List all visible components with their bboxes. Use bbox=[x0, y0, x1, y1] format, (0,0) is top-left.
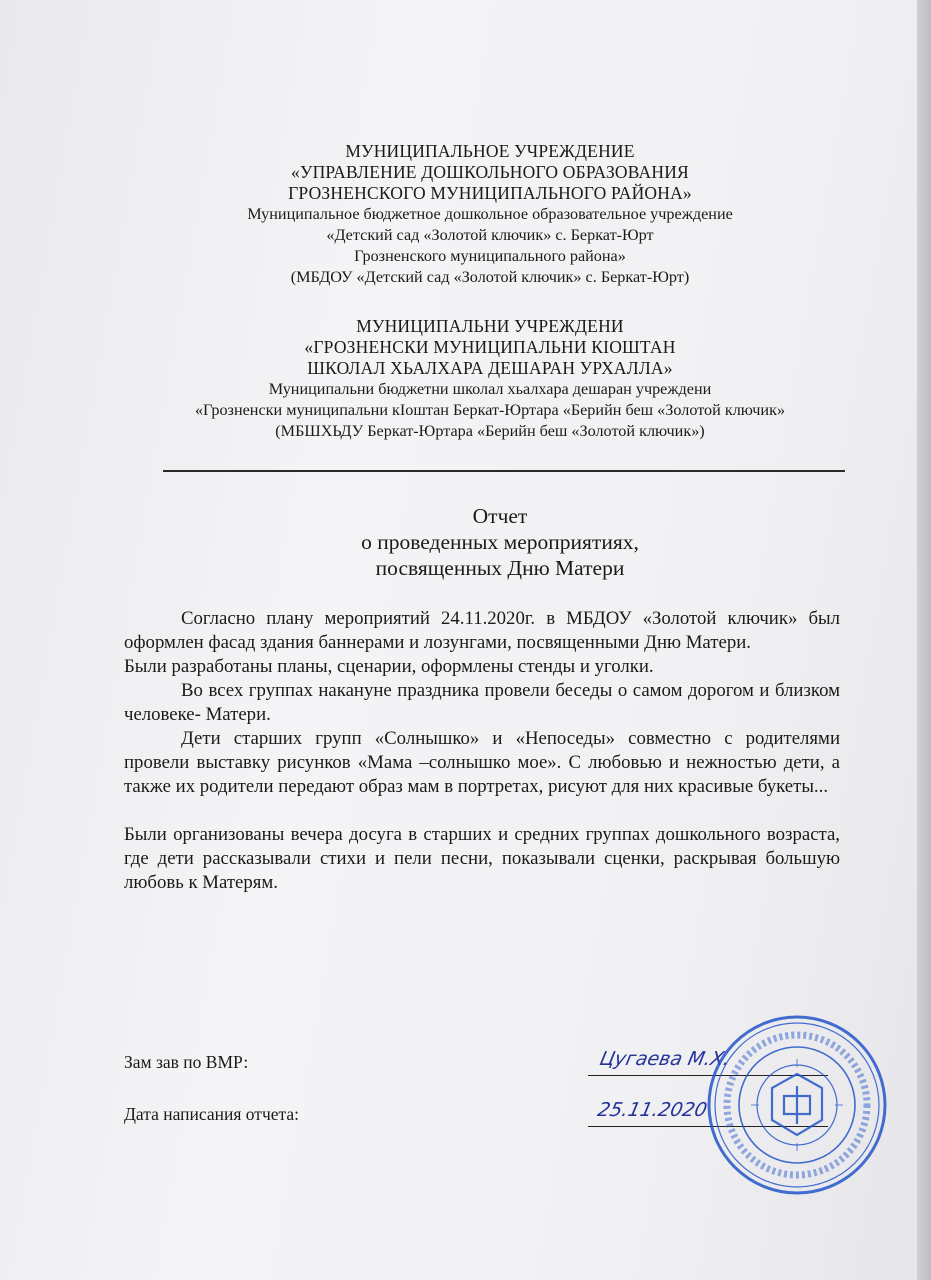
header-line: ГРОЗНЕНСКОГО МУНИЦИПАЛЬНОГО РАЙОНА» bbox=[288, 183, 692, 203]
role-label: Зам зав по ВМР: bbox=[124, 1052, 249, 1072]
header-line: Муниципальное бюджетное дошкольное образовательное учреждение bbox=[247, 205, 733, 223]
header-line: Грозненского муниципального района» bbox=[354, 247, 626, 265]
header-line: «Детский сад «Золотой ключик» с. Беркат-Юрт bbox=[326, 226, 654, 244]
paragraph: Были разработаны планы, сценарии, оформлены стенды и уголки. bbox=[124, 656, 654, 677]
header-line: «УПРАВЛЕНИЕ ДОШКОЛЬНОГО ОБРАЗОВАНИЯ bbox=[291, 162, 689, 182]
paragraph: Во всех группах накануне праздника провели беседы о самом дорогом и близком человеке- Матери. bbox=[124, 680, 840, 725]
paragraph: Согласно плану мероприятий 24.11.2020г. в МБДОУ «Золотой ключик» был оформлен фасад здания баннерами и лозунгами, посвященными Дню Матери. bbox=[124, 608, 840, 653]
paragraph: Были организованы вечера досуга в старших и средних группах дошкольного возраста, где дети рассказывали стихи и пели песни, показывали сценки, раскрывая большую любовь к Матерям. bbox=[124, 824, 840, 893]
header-chechen bbox=[100, 316, 880, 442]
header-line: Муниципальни бюджетни школал хьалхара дешаран учреждени bbox=[268, 380, 712, 398]
title-line: о проведенных мероприятиях, bbox=[361, 530, 639, 554]
header-line: МУНИЦИПАЛЬНИ УЧРЕЖДЕНИ bbox=[356, 316, 624, 336]
header-divider bbox=[163, 470, 845, 472]
header-line: «ГРОЗНЕНСКИ МУНИЦИПАЛЬНИ КIОШТАН bbox=[304, 337, 676, 357]
title-line: Отчет bbox=[472, 504, 528, 528]
date-label: Дата написания отчета: bbox=[124, 1104, 300, 1124]
document-title bbox=[250, 503, 750, 581]
page-edge-shadow bbox=[917, 0, 931, 1280]
handwritten-name: Цугаева М.Х. bbox=[597, 1048, 733, 1070]
title-line: посвященных Дню Матери bbox=[375, 556, 625, 580]
header-line: МУНИЦИПАЛЬНОЕ УЧРЕЖДЕНИЕ bbox=[345, 141, 635, 161]
official-stamp bbox=[706, 1014, 888, 1196]
header-line: (МБШХЬДУ Беркат-Юртара «Берийн беш «Золотой ключик») bbox=[275, 422, 705, 440]
header-line: ШКОЛАЛ ХЬАЛХАРА ДЕШАРАН УРХАЛЛА» bbox=[307, 358, 673, 378]
paragraph: Дети старших групп «Солнышко» и «Непоседы» совместно с родителями провели выставку рисунков «Мама –солнышко мое». С любовью и нежностью дети, а также их родители передают образ мам в портретах, рисуют для них красивые букеты... bbox=[124, 728, 840, 797]
handwritten-date: 25.11.2020 bbox=[595, 1099, 710, 1121]
header-line: «Грозненски муниципальни кIоштан Беркат-Юртара «Берийн беш «Золотой ключик» bbox=[194, 401, 786, 419]
header-russian bbox=[100, 141, 880, 288]
header-line: (МБДОУ «Детский сад «Золотой ключик» с. Беркат-Юрт) bbox=[290, 268, 690, 286]
report-body bbox=[124, 607, 840, 895]
